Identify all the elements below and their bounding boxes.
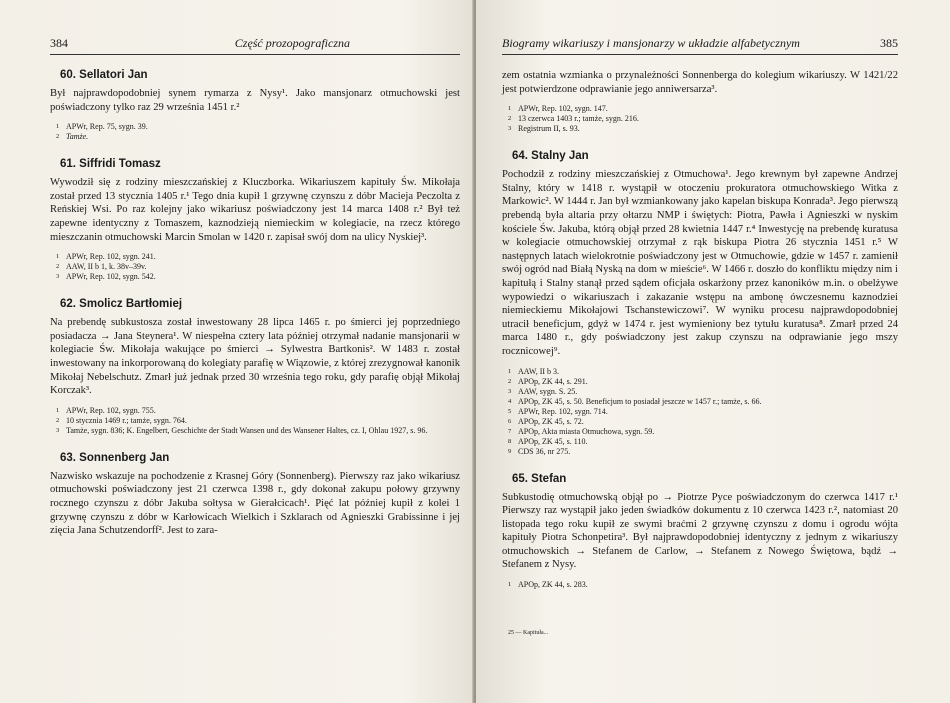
entry-text: Był najprawdopodobniej synem rymarza z Nysy¹. Jako mansjonarz otmuchowski jest poświadczony tylko raz 29 września 1451 r.²: [50, 88, 460, 113]
left-running-head: [50, 36, 460, 55]
footnotes: [50, 122, 460, 142]
entry-text: Subkustodię otmuchowską objął po → Piotrze Pyce poświadczonym do czerwca 1417 r.¹ Pierwszy raz wystąpił jako jeden świadków dokumentu z 10 czerwca 1423 r.², natomiast 20 listopada tego roku kupił ze swymi braćmi 2 grzywnę czynszu z domu i ogrodu wójta kapituły Piotra Schonpetira³. Był najprawdopodobniej identyczny z jednym z wikariuszy otmuchowskich → Stefanem de Carlow, → Stefanem z Nowego Świętowa, bądź → Stefanem z Nysy.: [502, 491, 898, 571]
continued-text: zem ostatnia wzmianka o przynależności Sonnenberga do kolegium wikariuszy. W 1421/22 jest potwierdzone odprawianie jego anniwersarza³.: [502, 70, 898, 95]
left-page-number: 384: [50, 36, 68, 50]
left-page: [0, 0, 474, 703]
right-page-number: 385: [880, 36, 898, 50]
footnote: 1 APWr, Rep. 75, sygn. 39.: [56, 122, 148, 132]
entry-heading: 63. Sonnenberg Jan: [60, 451, 170, 464]
entry-64: [502, 150, 898, 456]
footnote: 2 Tamże.: [56, 132, 89, 142]
footnotes: [502, 104, 898, 134]
footnote: 5 APWr, Rep. 102, sygn. 714.: [508, 406, 608, 416]
footnote: 3 APWr, Rep. 102, sygn. 542.: [56, 272, 156, 282]
footnote: 3 AAW, sygn. S. 25.: [508, 386, 578, 396]
entry-heading: 62. Smolicz Bartłomiej: [60, 298, 183, 311]
entry-heading: 65. Stefan: [512, 472, 567, 485]
entry-60: [50, 69, 460, 142]
footnotes: [50, 406, 460, 436]
entry-text: Na prebendę subkustosza został inwestowany 28 lipca 1465 r. po śmierci jej poprzedniego posiadacza → Jana Steynera¹. W niespełna cztery lata później otrzymał nadanie mansjonarii w kolegiacie Św. Mikołaja wakujące po śmierci → Sylwestra Bartkonis². W 1483 r. został inwestowany na inkorporowaną do kolegiaty parafię w Wiązowie, z której zrezygnował kanonik Mikołaj Nebelschutz. Zmarł już jednak przed 30 września tego roku, gdy parafię objął Mikołaj Korczak³.: [50, 317, 460, 397]
entry-63: [50, 452, 460, 538]
entry-text: Pochodził z rodziny mieszczańskiej z Otmuchowa¹. Jego krewnym był zapewne Andrzej Stalny, który w 1418 r. wystąpił w otoczeniu prokuratora otmuchowskiego Witka z Markowic². W 1444 r. Jan był wzmiankowany jako kapelan biskupa Konrada³. Jego pierwszą prebendą była altaria przy ołtarzu NMP i świętych: Piotra, Pawła i Agnieszki w nyskim kościele Św. Jakuba, którą objął przed 28 kwietnia 1447 r.⁴ Inwestycję na prebendę kuratusa w kolegiacie otmuchowskiej otrzymał z rąk biskupa Piotra 26 stycznia 1451 r.⁵ W następnych latach wielokrotnie poświadczony jest w Otmuchowie, gdzie w 1457 r. zamienił swój ogród nad Białą Nyską na dom w mieście⁶. W 1466 r. doszło do konfliktu między nim i kapitułą i Stalny stanął przed sądem oficjała oskarżony przez kanoników m.in. o obelżywe wypowiedzi o wikariuszach i zakazanie wstępu na ambonę ówczesnemu kaznodziei niemieckiemu Mikołajowi Tschanstewiczowi⁷. W wyniku procesu najprawdopodobniej utracił beneficjum, gdyż w 1474 r. jest wymieniony bez tytułu kuratusa⁸. Zmarł przed 24 marca 1480 r., gdy poświadczony jest zakup czynszu na odprawianie jego mszy rocznicowej⁹.: [502, 169, 898, 357]
footnotes: [502, 367, 898, 457]
entry-62: [50, 298, 460, 436]
footnote: 3 Tamże, sygn. 836; K. Engelbert, Geschichte der Stadt Wansen und des Wansener Haltes, cz. I, Ohlau 1927, s. 96.: [56, 425, 428, 435]
entry-heading: 60. Sellatori Jan: [60, 69, 148, 81]
right-running-head: [502, 36, 898, 55]
entry-text: Nazwisko wskazuje na pochodzenie z Krasnej Góry (Sonnenberg). Pierwszy raz jako wikariusz otmuchowski poświadczony jest 21 czerwca 1398 r., gdy dokonał zakupu połowy grzywny rocznego czynszu z dóbr Jakuba sołtysa w Gierałcicach¹. Pięć lat później kupił z kolei 1 grzywnę czynszu z dóbr w Karłowicach Wielkich i Szklarach od Agnieszki Grabissinne i jej zięcia Jana Schutzendorff². Jest to zara-: [50, 470, 460, 537]
footnote: 1 AAW, II b 3.: [508, 366, 560, 376]
left-running-title: Część prozopograficzna: [234, 36, 350, 50]
footnote: 6 APOp, ZK 45, s. 72.: [508, 416, 584, 426]
footnotes: [50, 252, 460, 282]
footnote: 7 APOp, Akta miasta Otmuchowa, sygn. 59.: [508, 426, 655, 436]
footnote: 4 APOp, ZK 45, s. 50. Beneficjum to posiadał jeszcze w 1457 r.; tamże, s. 66.: [508, 396, 762, 406]
entry-text: Wywodził się z rodziny mieszczańskiej z Kluczborka. Wikariuszem kapituły Św. Mikołaja został przed 13 stycznia 1405 r.¹ Tego dnia kupił 1 grzywnę czynszu z dóbr Macieja Peczolta z Reńskiej Wsi. Po raz kolejny jako wikariusz poświadczony jest 14 marca 1408 r.² Był też zapewne identyczny z Tomaszem, kaznodzieją niemieckim w kolegiacie, na rzecz którego mieszczanin otmuchowski Marcin Smolan w 1420 r. zapisał swój dom na ulicy Nyskiej³.: [50, 177, 460, 243]
footnote: 2 AAW, II b 1, k. 38v–39v.: [56, 262, 147, 272]
footnotes: [502, 580, 898, 590]
entry-65: [502, 473, 898, 591]
entry-heading: 61. Siffridi Tomasz: [60, 158, 161, 171]
footnote: 1 APWr, Rep. 102, sygn. 241.: [56, 252, 156, 262]
footnote: 2 10 stycznia 1469 r.; tamże, sygn. 764.: [56, 415, 187, 425]
footnote: 1 APWr, Rep. 102, sygn. 755.: [56, 405, 156, 415]
footnote: 2 13 czerwca 1403 r.; tamże, sygn. 216.: [508, 114, 639, 124]
footnote: 8 APOp, ZK 45, s. 110.: [508, 436, 588, 446]
footnote: 2 APOp, ZK 44, s. 291.: [508, 376, 588, 386]
footnote: 1 APWr, Rep. 102, sygn. 147.: [508, 104, 608, 114]
right-page: [476, 0, 950, 703]
footnote: 9 CDS 36, nr 275.: [508, 446, 571, 456]
footnote: 1 APOp, ZK 44, s. 283.: [508, 580, 588, 590]
printer-signature: 25 — Kapituła...: [508, 630, 549, 637]
right-running-title: Biogramy wikariuszy i mansjonarzy w układzie alfabetycznym: [502, 36, 800, 50]
entry-heading: 64. Stalny Jan: [512, 150, 589, 163]
entry-61: [50, 158, 460, 282]
footnote: 3 Registrum II, s. 93.: [508, 124, 580, 134]
